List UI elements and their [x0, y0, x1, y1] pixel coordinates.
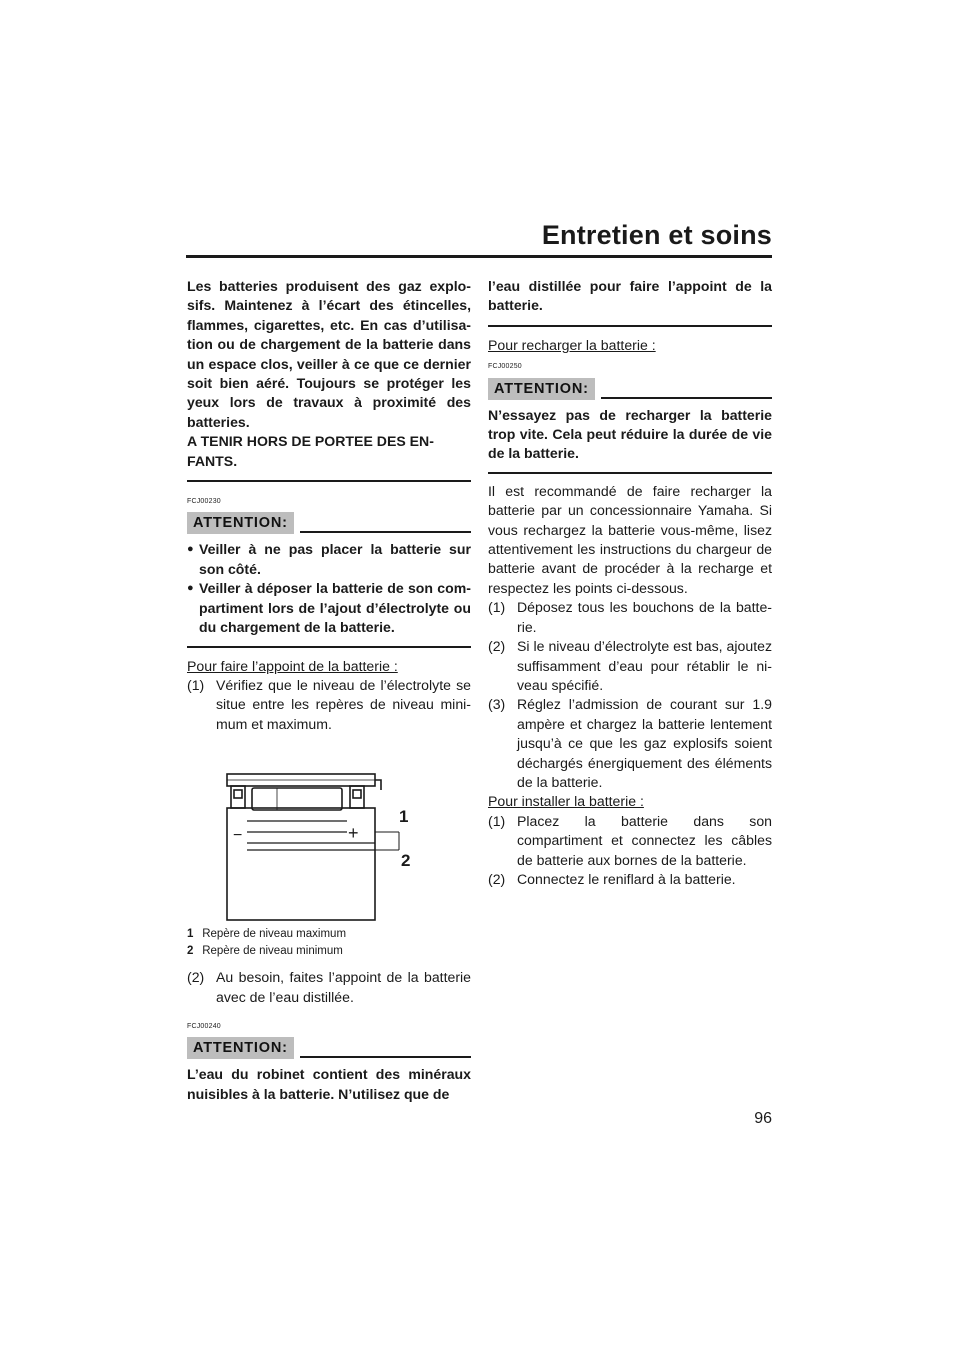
- attention-text-cont: l’eau distillée pour faire l’appoint de la batterie.: [488, 278, 772, 314]
- step-text: Déposez tous les bouchons de la batterie.: [517, 599, 772, 635]
- attention-bullets: [187, 540, 471, 637]
- step-text: Vérifiez que le niveau de l’électrolyte se situe entre les repères de niveau minimum et maximum.: [216, 676, 471, 732]
- right-column: [488, 277, 772, 889]
- battery-figure: [187, 744, 471, 924]
- step-text: Au besoin, faites l’appoint de la batterie avec de l’eau distillée.: [216, 969, 471, 1005]
- fill-step: [187, 968, 471, 1007]
- fill-step: [187, 676, 471, 734]
- bullet-icon: ●: [187, 543, 194, 556]
- callout-1: 1: [399, 807, 409, 827]
- attention-badge: ATTENTION:: [488, 378, 595, 400]
- step-number: (2): [187, 969, 205, 986]
- page-number: 96: [754, 1110, 772, 1127]
- legend-item: [187, 943, 471, 960]
- recharge-intro: Il est recommandé de faire recharger la batterie par un concessionnaire Yamaha. Si vous rechargez la batterie vous-même, lisez attentivement les instructions du chargeur de batterie avant de procéder à la recharge et respectez les points ci-dessous.: [488, 482, 772, 596]
- page-title: Entretien et soins: [541, 220, 772, 250]
- attention-text: L’eau du robinet contient des minéraux nuisibles à la batterie. N’utilisez que de: [187, 1066, 471, 1102]
- bullet-item: [187, 579, 471, 637]
- step-number: (2): [488, 638, 506, 655]
- section-rule: [488, 325, 772, 327]
- install-step: [488, 812, 772, 870]
- attention-line: [300, 1056, 471, 1058]
- attention-code: FCJ00240: [187, 1022, 221, 1030]
- figure-legend: [187, 926, 471, 960]
- install-step: [488, 870, 772, 889]
- plus-sign: +: [348, 823, 359, 844]
- step-text: Placez la batterie dans son compartiment et connectez les câbles de batterie aux bornes de la batterie.: [517, 812, 772, 868]
- attention-badge: ATTENTION:: [187, 1037, 294, 1059]
- attention-text: N’essayez pas de recharger la batterie trop vite. Cela peut réduire la durée de vie de la batterie.: [488, 406, 772, 462]
- bullet-text: Veiller à ne pas placer la batterie sur son côté.: [199, 541, 471, 577]
- step-text: Si le niveau d’électrolyte est bas, ajoutez suffisamment d’eau pour rétablir le niveau spécifié.: [517, 638, 772, 693]
- section-rule: [187, 480, 471, 482]
- section-rule: [187, 646, 471, 648]
- minus-sign: −: [233, 827, 243, 845]
- recharge-step: [488, 637, 772, 695]
- fill-heading: Pour faire l’appoint de la batterie :: [187, 657, 398, 674]
- bullet-text: Veiller à déposer la batterie de son compartiment lors de l’ajout d’électrolyte ou du chargement de la batterie.: [199, 580, 471, 636]
- bullet-item: [187, 540, 471, 579]
- attention-code: FCJ00250: [488, 363, 522, 371]
- battery-illustration: [187, 744, 471, 924]
- legend-number: 2: [187, 945, 194, 958]
- attention-line: [300, 531, 471, 533]
- warning-text: Les batteries produisent des gaz explosifs. Maintenez à l’écart des étincelles, flammes, cigarettes, etc. En cas d’utilisation ou de chargement de la batterie dans un espace clos, veiller à ce que ce dernier soit bien aéré. Toujours se protéger les yeux lors de travaux à proximité des batteries.: [187, 278, 471, 430]
- step-text: Connectez le reniflard à la batterie.: [517, 870, 736, 887]
- attention-header: [187, 512, 471, 534]
- step-number: (2): [488, 870, 506, 887]
- legend-text: Repère de niveau minimum: [202, 945, 343, 958]
- section-rule: [488, 472, 772, 474]
- attention-header: [187, 1037, 471, 1059]
- recharge-step: [488, 695, 772, 792]
- recharge-heading: Pour recharger la batterie :: [488, 336, 656, 353]
- warning-text-children: A TENIR HORS DE PORTEE DES ENFANTS.: [187, 433, 434, 469]
- left-column: [187, 277, 471, 1104]
- attention-code: FCJ00230: [187, 498, 221, 506]
- step-number: (1): [488, 812, 506, 829]
- attention-header: [488, 378, 772, 400]
- install-heading: Pour installer la batterie :: [488, 793, 644, 810]
- bullet-icon: ●: [187, 582, 194, 595]
- legend-item: [187, 926, 471, 943]
- recharge-step: [488, 598, 772, 637]
- step-number: (1): [488, 599, 506, 616]
- title-rule: [186, 255, 772, 258]
- legend-text: Repère de niveau maximum: [202, 928, 347, 941]
- legend-number: 1: [187, 928, 194, 941]
- attention-badge: ATTENTION:: [187, 512, 294, 534]
- attention-line: [601, 397, 772, 399]
- step-text: Réglez l’admission de courant sur 1.9 ampère et chargez la batterie lentement jusqu’à ce que les gaz explosifs soient déchargés énergiquement des éléments de la batterie.: [517, 696, 772, 790]
- callout-2: 2: [401, 851, 411, 871]
- step-number: (3): [488, 696, 506, 713]
- step-number: (1): [187, 676, 205, 693]
